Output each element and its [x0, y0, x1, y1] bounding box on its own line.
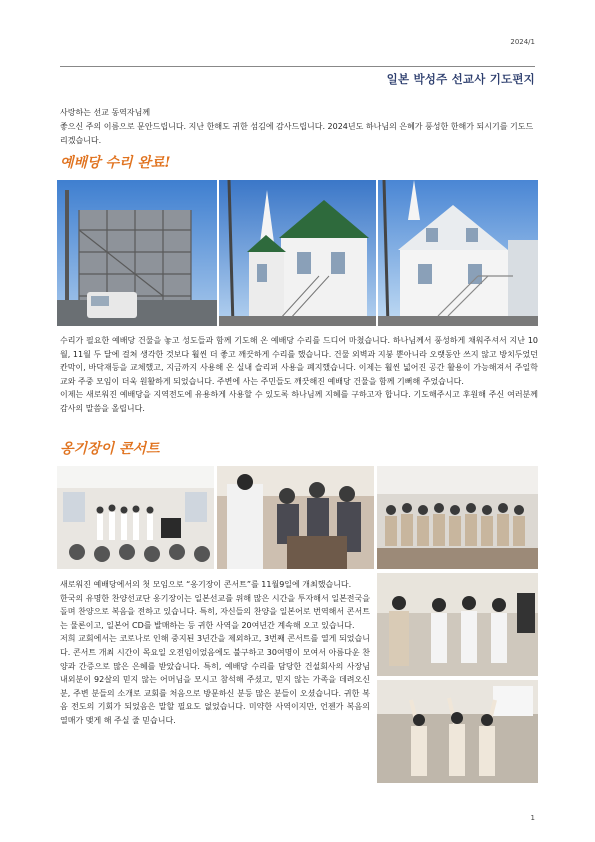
date-label: 2024/1	[510, 38, 535, 46]
section1-para1: 수리가 필요한 예배당 건물을 놓고 성도들과 함께 기도해 온 예배당 수리를 드디어 마쳤습니다. 하나님께서 풍성하게 채워주셔서 지난 10월, 11월 두 달에 걸쳐 생각한 것보다 훨씬 더 좋고 깨끗하게 수리를 했습니다. 건물 외벽과 지붕 뿐아니라 오랫동안 쓰지 않고 방치두었던 칸막이, 바닥재등을 교체했고, 지금까지 사용해 온 실내 슬리퍼 사용을 폐지했습니다. 이제는 훨씬 넓어진 공간 활용이 가능해져서 주일학교와 주중 모임이 더욱 원활하게 되었습니다. 주변에 사는 주민들도 깨끗해진 예배당 건물을 함께 기뻐해 주었습니다.	[60, 336, 538, 386]
section1-para2: 이제는 새로워진 예배당을 지역전도에 유용하게 사용할 수 있도록 하나님께 지혜를 구하고자 합니다. 기도해주시고 후원해 주신 여러분께 감사의 말씀을 올립니다.	[60, 390, 538, 413]
section2-para3: 저희 교회에서는 코로나로 인해 중지된 3년간을 제외하고, 3번째 콘서트를 열게 되었습니다. 콘서트 개최 시간이 목요일 오전임이었음에도 불구하고 30여명이 모여서 아름다운 찬양과 간증으로 많은 은혜를 받았습니다. 특히, 예배당 수리를 담당한 건설회사의 사장님 내외분이 92살의 믿지 않는 어머님을 모시고 참석해 주셨고, 믿지 않는 가족을 데려오신 분, 주변 분들의 소개로 교회를 처음으로 방문하신 분등 많은 분들이 오셨습니다. 귀한 복음 전도의 기회가 되었음은 말할 필요도 없었습니다. 미약한 사역이지만, 언젠가 복음의 열매가 맺게 해 주실 줄 믿습니다.	[60, 634, 370, 725]
header-rule	[60, 66, 535, 67]
photo-concert-singers	[377, 573, 538, 676]
intro-text: 좋으신 주의 이름으로 문안드립니다. 지난 한해도 귀한 섬김에 감사드립니다. 2024년도 하나님의 은혜가 풍성한 한해가 되시기를 기도드리겠습니다.	[60, 122, 534, 145]
photo-concert-greeting	[217, 466, 374, 569]
section1-body	[60, 334, 538, 416]
page-number: 1	[530, 814, 535, 822]
section2-body	[60, 578, 370, 728]
section2-para2: 한국의 유명한 찬양선교단 옹기장이는 일본선교를 위해 많은 시간을 투자해서 일본전국을 돌며 찬양으로 복음을 전하고 있습니다. 특히, 자신들의 찬양을 일본어로 번역해서 콘서트는 물론이고, 일본어 CD를 발매하는 등 귀한 사역을 20여년간 계속해 오고 있습니다.	[60, 593, 370, 630]
photo-church-front	[219, 180, 376, 326]
greeting: 사랑하는 선교 동역자님께	[60, 108, 151, 117]
section-heading-church-repair: 예배당 수리 완료!	[60, 155, 171, 171]
photo-concert-worship	[377, 680, 538, 783]
photo-concert-hall	[57, 466, 214, 569]
photo-concert-group	[377, 466, 538, 569]
photo-scaffolding	[57, 180, 217, 326]
section-heading-concert: 옹기장이 콘서트	[60, 441, 160, 457]
page-title: 일본 박성주 선교사 기도편지	[386, 72, 535, 86]
section2-para1: 새로워진 예배당에서의 첫 모임으로 “옹기장이 콘서트”를 11월9일에 개최했습니다.	[60, 580, 352, 589]
photo-church-side	[378, 180, 538, 326]
intro	[60, 106, 540, 148]
